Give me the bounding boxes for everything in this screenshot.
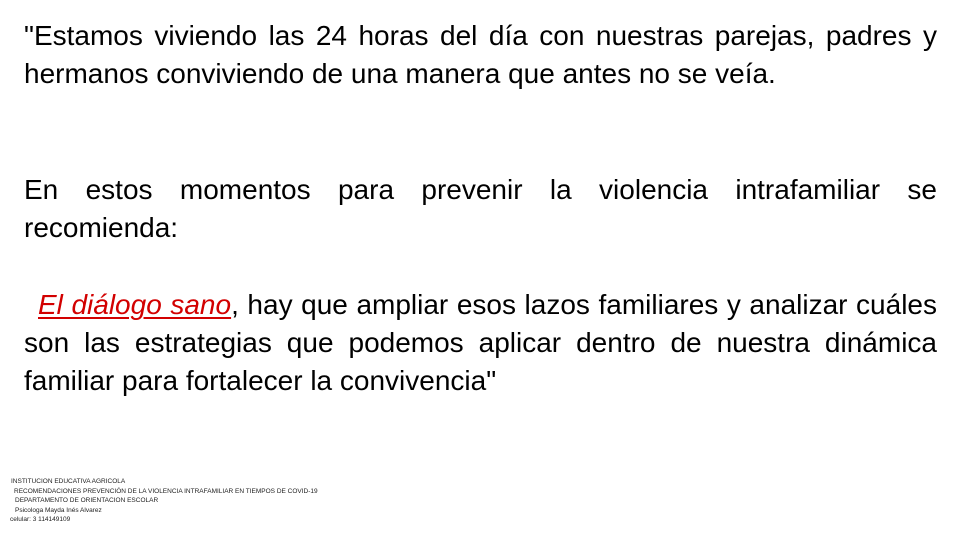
quote-paragraph-3 (24, 286, 937, 400)
quote-paragraph-1: "Estamos viviendo las 24 horas del día con nuestras parejas, padres y hermanos conviviendo de una manera que antes no se veía. (24, 20, 937, 89)
footer-phone: celular: 3 114149109 (10, 516, 71, 523)
footer-department: DEPARTAMENTO DE ORIENTACION ESCOLAR (15, 497, 159, 504)
paragraph-3-rest: , hay que ampliar esos lazos familiares y analizar cuáles son las estrategias que podemos aplicar dentro de nuestra dinámica familiar para fortalecer la convivencia" (24, 289, 937, 396)
highlight-dialogo-sano: El diálogo sano (38, 289, 232, 320)
footer-psychologist: Psicologa Mayda Inés Alvarez (15, 506, 102, 514)
footer-institution: INSTITUCION EDUCATIVA AGRICOLA (11, 478, 126, 485)
footer-credits (10, 477, 318, 525)
quote-paragraph-2: En estos momentos para prevenir la violencia intrafamiliar se recomienda: (24, 174, 937, 243)
footer-title: RECOMENDACIONES PREVENCIÓN DE LA VIOLENCIA INTRAFAMILIAR EN TIEMPOS DE COVID-19 (14, 487, 318, 495)
